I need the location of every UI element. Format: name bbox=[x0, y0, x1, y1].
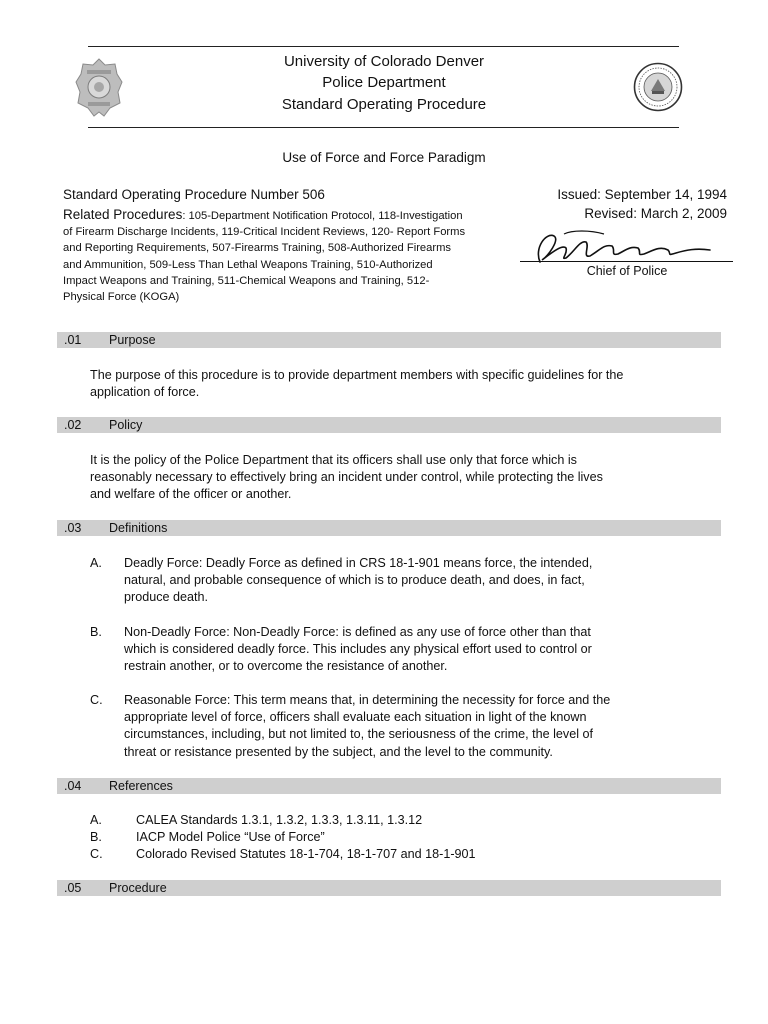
header-top-rule bbox=[88, 46, 679, 47]
signer-title: Chief of Police bbox=[586, 264, 668, 278]
section-number: .03 bbox=[64, 521, 82, 535]
sop-number: Standard Operating Procedure Number 506 bbox=[63, 187, 325, 202]
text-line: reasonably necessary to effectively bring an incident under control, while protecting the lives bbox=[90, 470, 603, 485]
header-bottom-rule bbox=[88, 127, 679, 128]
section-header-purpose bbox=[57, 332, 721, 348]
document-type: Standard Operating Procedure bbox=[281, 96, 487, 113]
reference-label: C. bbox=[90, 847, 103, 861]
text-line: Deadly Force: Deadly Force as defined in CRS 18-1-901 means force, the intended, bbox=[124, 556, 593, 570]
definition-label: B. bbox=[90, 625, 102, 639]
definition-reasonable-force bbox=[124, 692, 724, 761]
purpose-paragraph bbox=[90, 367, 720, 401]
definition-label: C. bbox=[90, 693, 103, 707]
text-line: Non-Deadly Force: Non-Deadly Force: is defined as any use of force other than that bbox=[124, 625, 591, 639]
definition-deadly-force bbox=[124, 555, 724, 607]
revised-date: Revised: March 2, 2009 bbox=[584, 206, 727, 221]
text-line: Reasonable Force: This term means that, in determining the necessity for force and the bbox=[124, 693, 611, 707]
section-header-references bbox=[57, 778, 721, 794]
reference-item: CALEA Standards 1.3.1, 1.3.2, 1.3.3, 1.3.11, 1.3.12 bbox=[136, 813, 423, 827]
text-line: restrain another, or to overcome the resistance of another. bbox=[124, 659, 448, 674]
issued-date: Issued: September 14, 1994 bbox=[557, 187, 727, 202]
reference-label: B. bbox=[90, 830, 102, 844]
department-name: Police Department bbox=[322, 74, 446, 91]
text-line: It is the policy of the Police Department that its officers shall use only that force which is bbox=[90, 453, 577, 467]
section-title: References bbox=[109, 779, 173, 793]
section-number: .05 bbox=[64, 881, 82, 895]
section-number: .01 bbox=[64, 333, 82, 347]
related-line: and Reporting Requirements, 507-Firearms Training, 508-Authorized Firearms bbox=[63, 242, 452, 255]
reference-item: IACP Model Police “Use of Force” bbox=[136, 830, 325, 844]
reference-label: A. bbox=[90, 813, 102, 827]
section-header-procedure bbox=[57, 880, 721, 896]
reference-item: Colorado Revised Statutes 18-1-704, 18-1-707 and 18-1-901 bbox=[136, 847, 476, 861]
related-procedures-label: Related Procedures bbox=[63, 207, 183, 222]
police-badge-icon bbox=[74, 56, 124, 120]
related-line: of Firearm Discharge Incidents, 119-Critical Incident Reviews, 120- Report Forms bbox=[63, 226, 466, 239]
related-procedures bbox=[63, 205, 523, 305]
signature-line bbox=[520, 261, 733, 262]
section-title: Procedure bbox=[109, 881, 167, 895]
text-line: produce death. bbox=[124, 590, 209, 605]
text-line: and welfare of the officer or another. bbox=[90, 487, 292, 502]
section-number: .04 bbox=[64, 779, 82, 793]
section-title: Purpose bbox=[109, 333, 156, 347]
definition-label: A. bbox=[90, 556, 102, 570]
document-subtitle: Use of Force and Force Paradigm bbox=[282, 150, 486, 165]
section-header-policy bbox=[57, 417, 721, 433]
university-seal-icon bbox=[633, 62, 683, 112]
text-line: appropriate level of force, officers shall evaluate each situation in light of the known bbox=[124, 710, 587, 725]
section-title: Definitions bbox=[109, 521, 168, 535]
section-title: Policy bbox=[109, 418, 143, 432]
policy-paragraph bbox=[90, 452, 720, 504]
section-number: .02 bbox=[64, 418, 82, 432]
related-line: Impact Weapons and Training, 511-Chemical Weapons and Training, 512- bbox=[63, 274, 430, 287]
section-header-definitions bbox=[57, 520, 721, 536]
text-line: The purpose of this procedure is to provide department members with specific guidelines for the bbox=[90, 368, 624, 382]
university-name: University of Colorado Denver bbox=[283, 53, 485, 70]
related-line: : 105-Department Notification Protocol, 118-Investigation bbox=[182, 210, 463, 222]
definition-non-deadly-force bbox=[124, 624, 724, 676]
related-line: Physical Force (KOGA) bbox=[63, 291, 180, 304]
related-line: and Ammunition, 509-Less Than Lethal Weapons Training, 510-Authorized bbox=[63, 258, 433, 271]
text-line: threat or resistance presented by the subject, and the level to the community. bbox=[124, 744, 553, 759]
chief-signature bbox=[520, 226, 732, 266]
text-line: circumstances, including, but not limited to, the seriousness of the crime, the level of bbox=[124, 727, 593, 742]
text-line: application of force. bbox=[90, 385, 200, 400]
text-line: natural, and probable consequence of which is to produce death, and does, in fact, bbox=[124, 573, 585, 588]
text-line: which is considered deadly force. This includes any physical effort used to control or bbox=[124, 642, 592, 657]
